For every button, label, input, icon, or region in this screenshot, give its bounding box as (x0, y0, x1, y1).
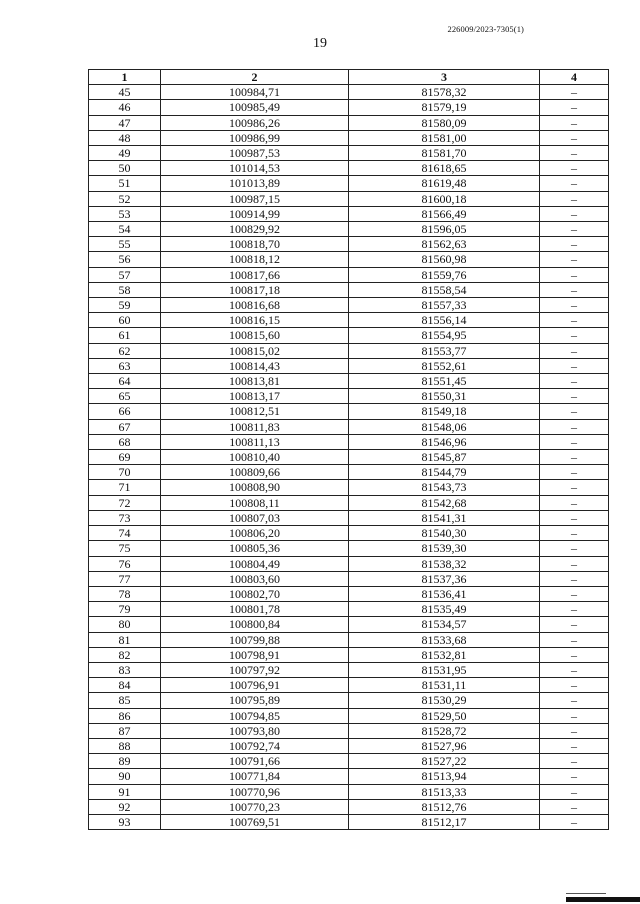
table-row (89, 754, 609, 769)
y-coordinate-cell: 81542,68 (349, 495, 540, 510)
point-number-cell: 85 (89, 693, 161, 708)
x-coordinate-cell: 100803,60 (161, 571, 349, 586)
table-row (89, 678, 609, 693)
point-number-cell: 47 (89, 115, 161, 130)
table-row (89, 617, 609, 632)
x-coordinate-cell: 100817,66 (161, 267, 349, 282)
note-cell: – (540, 176, 609, 191)
x-coordinate-cell: 100818,70 (161, 237, 349, 252)
x-coordinate-cell: 100805,36 (161, 541, 349, 556)
note-cell: – (540, 161, 609, 176)
point-number-cell: 69 (89, 450, 161, 465)
point-number-cell: 65 (89, 389, 161, 404)
table-row (89, 434, 609, 449)
table-row (89, 571, 609, 586)
note-cell: – (540, 358, 609, 373)
y-coordinate-cell: 81541,31 (349, 510, 540, 525)
table-row (89, 237, 609, 252)
note-cell: – (540, 814, 609, 829)
x-coordinate-cell: 100791,66 (161, 754, 349, 769)
point-number-cell: 57 (89, 267, 161, 282)
note-cell: – (540, 389, 609, 404)
note-cell: – (540, 130, 609, 145)
point-number-cell: 54 (89, 222, 161, 237)
y-coordinate-cell: 81553,77 (349, 343, 540, 358)
table-row (89, 267, 609, 282)
table-row (89, 738, 609, 753)
coordinates-table (88, 69, 609, 830)
y-coordinate-cell: 81548,06 (349, 419, 540, 434)
y-coordinate-cell: 81533,68 (349, 632, 540, 647)
x-coordinate-cell: 100985,49 (161, 100, 349, 115)
table-row (89, 115, 609, 130)
point-number-cell: 46 (89, 100, 161, 115)
note-cell: – (540, 769, 609, 784)
table-row (89, 510, 609, 525)
x-coordinate-cell: 100986,99 (161, 130, 349, 145)
note-cell: – (540, 723, 609, 738)
table-row (89, 298, 609, 313)
note-cell: – (540, 115, 609, 130)
table-row (89, 586, 609, 601)
note-cell: – (540, 450, 609, 465)
table-row (89, 647, 609, 662)
x-coordinate-cell: 100815,60 (161, 328, 349, 343)
x-coordinate-cell: 100771,84 (161, 769, 349, 784)
y-coordinate-cell: 81619,48 (349, 176, 540, 191)
table-row (89, 343, 609, 358)
table-row (89, 191, 609, 206)
point-number-cell: 86 (89, 708, 161, 723)
x-coordinate-cell: 100814,43 (161, 358, 349, 373)
table-row (89, 100, 609, 115)
y-coordinate-cell: 81554,95 (349, 328, 540, 343)
y-coordinate-cell: 81566,49 (349, 206, 540, 221)
note-cell: – (540, 708, 609, 723)
table-row (89, 176, 609, 191)
x-coordinate-cell: 100801,78 (161, 602, 349, 617)
point-number-cell: 78 (89, 586, 161, 601)
table-row (89, 389, 609, 404)
point-number-cell: 89 (89, 754, 161, 769)
y-coordinate-cell: 81618,65 (349, 161, 540, 176)
y-coordinate-cell: 81538,32 (349, 556, 540, 571)
table-row (89, 146, 609, 161)
point-number-cell: 60 (89, 313, 161, 328)
note-cell: – (540, 495, 609, 510)
y-coordinate-cell: 81546,96 (349, 434, 540, 449)
x-coordinate-cell: 100769,51 (161, 814, 349, 829)
table-row (89, 541, 609, 556)
note-cell: – (540, 617, 609, 632)
table-row (89, 769, 609, 784)
y-coordinate-cell: 81536,41 (349, 586, 540, 601)
point-number-cell: 68 (89, 434, 161, 449)
x-coordinate-cell: 100808,90 (161, 480, 349, 495)
note-cell: – (540, 313, 609, 328)
note-cell: – (540, 571, 609, 586)
x-coordinate-cell: 100798,91 (161, 647, 349, 662)
point-number-cell: 79 (89, 602, 161, 617)
x-coordinate-cell: 100815,02 (161, 343, 349, 358)
x-coordinate-cell: 100797,92 (161, 662, 349, 677)
x-coordinate-cell: 100813,81 (161, 374, 349, 389)
x-coordinate-cell: 100799,88 (161, 632, 349, 647)
point-number-cell: 62 (89, 343, 161, 358)
note-cell: – (540, 191, 609, 206)
y-coordinate-cell: 81600,18 (349, 191, 540, 206)
y-coordinate-cell: 81528,72 (349, 723, 540, 738)
table-row (89, 465, 609, 480)
x-coordinate-cell: 100818,12 (161, 252, 349, 267)
point-number-cell: 63 (89, 358, 161, 373)
y-coordinate-cell: 81556,14 (349, 313, 540, 328)
y-coordinate-cell: 81578,32 (349, 85, 540, 100)
point-number-cell: 50 (89, 161, 161, 176)
note-cell: – (540, 754, 609, 769)
table-row (89, 222, 609, 237)
column-header-4: 4 (540, 70, 609, 85)
table-row (89, 602, 609, 617)
table-row (89, 419, 609, 434)
x-coordinate-cell: 100816,68 (161, 298, 349, 313)
x-coordinate-cell: 100806,20 (161, 526, 349, 541)
table-row (89, 313, 609, 328)
note-cell: – (540, 146, 609, 161)
point-number-cell: 52 (89, 191, 161, 206)
x-coordinate-cell: 101013,89 (161, 176, 349, 191)
y-coordinate-cell: 81579,19 (349, 100, 540, 115)
point-number-cell: 90 (89, 769, 161, 784)
point-number-cell: 84 (89, 678, 161, 693)
point-number-cell: 66 (89, 404, 161, 419)
x-coordinate-cell: 100914,99 (161, 206, 349, 221)
table-row (89, 161, 609, 176)
point-number-cell: 45 (89, 85, 161, 100)
x-coordinate-cell: 100812,51 (161, 404, 349, 419)
note-cell: – (540, 252, 609, 267)
y-coordinate-cell: 81557,33 (349, 298, 540, 313)
x-coordinate-cell: 100804,49 (161, 556, 349, 571)
point-number-cell: 56 (89, 252, 161, 267)
point-number-cell: 55 (89, 237, 161, 252)
point-number-cell: 87 (89, 723, 161, 738)
note-cell: – (540, 480, 609, 495)
y-coordinate-cell: 81531,11 (349, 678, 540, 693)
column-header-1: 1 (89, 70, 161, 85)
y-coordinate-cell: 81512,76 (349, 799, 540, 814)
y-coordinate-cell: 81581,70 (349, 146, 540, 161)
y-coordinate-cell: 81550,31 (349, 389, 540, 404)
y-coordinate-cell: 81532,81 (349, 647, 540, 662)
point-number-cell: 53 (89, 206, 161, 221)
point-number-cell: 75 (89, 541, 161, 556)
note-cell: – (540, 602, 609, 617)
note-cell: – (540, 632, 609, 647)
note-cell: – (540, 222, 609, 237)
note-cell: – (540, 647, 609, 662)
y-coordinate-cell: 81580,09 (349, 115, 540, 130)
note-cell: – (540, 298, 609, 313)
y-coordinate-cell: 81558,54 (349, 282, 540, 297)
point-number-cell: 80 (89, 617, 161, 632)
note-cell: – (540, 282, 609, 297)
y-coordinate-cell: 81549,18 (349, 404, 540, 419)
y-coordinate-cell: 81529,50 (349, 708, 540, 723)
x-coordinate-cell: 100810,40 (161, 450, 349, 465)
table-row (89, 130, 609, 145)
point-number-cell: 64 (89, 374, 161, 389)
footer-rule (566, 893, 606, 894)
table-row (89, 708, 609, 723)
point-number-cell: 70 (89, 465, 161, 480)
point-number-cell: 93 (89, 814, 161, 829)
note-cell: – (540, 510, 609, 525)
note-cell: – (540, 465, 609, 480)
x-coordinate-cell: 100809,66 (161, 465, 349, 480)
table-row (89, 480, 609, 495)
table-row (89, 252, 609, 267)
y-coordinate-cell: 81596,05 (349, 222, 540, 237)
y-coordinate-cell: 81512,17 (349, 814, 540, 829)
x-coordinate-cell: 100987,53 (161, 146, 349, 161)
y-coordinate-cell: 81581,00 (349, 130, 540, 145)
table-header-row (89, 70, 609, 85)
x-coordinate-cell: 100987,15 (161, 191, 349, 206)
point-number-cell: 82 (89, 647, 161, 662)
table-row (89, 693, 609, 708)
y-coordinate-cell: 81560,98 (349, 252, 540, 267)
x-coordinate-cell: 100813,17 (161, 389, 349, 404)
y-coordinate-cell: 81544,79 (349, 465, 540, 480)
note-cell: – (540, 434, 609, 449)
y-coordinate-cell: 81513,94 (349, 769, 540, 784)
note-cell: – (540, 662, 609, 677)
x-coordinate-cell: 100811,83 (161, 419, 349, 434)
x-coordinate-cell: 100770,23 (161, 799, 349, 814)
point-number-cell: 88 (89, 738, 161, 753)
note-cell: – (540, 693, 609, 708)
note-cell: – (540, 784, 609, 799)
note-cell: – (540, 404, 609, 419)
point-number-cell: 73 (89, 510, 161, 525)
point-number-cell: 61 (89, 328, 161, 343)
table-row (89, 358, 609, 373)
y-coordinate-cell: 81551,45 (349, 374, 540, 389)
note-cell: – (540, 419, 609, 434)
x-coordinate-cell: 100792,74 (161, 738, 349, 753)
x-coordinate-cell: 100829,92 (161, 222, 349, 237)
note-cell: – (540, 85, 609, 100)
table-row (89, 404, 609, 419)
x-coordinate-cell: 101014,53 (161, 161, 349, 176)
table-row (89, 814, 609, 829)
note-cell: – (540, 343, 609, 358)
table-row (89, 374, 609, 389)
point-number-cell: 49 (89, 146, 161, 161)
table-row (89, 495, 609, 510)
note-cell: – (540, 586, 609, 601)
point-number-cell: 71 (89, 480, 161, 495)
point-number-cell: 59 (89, 298, 161, 313)
table-row (89, 556, 609, 571)
x-coordinate-cell: 100808,11 (161, 495, 349, 510)
y-coordinate-cell: 81513,33 (349, 784, 540, 799)
table-row (89, 328, 609, 343)
table-row (89, 526, 609, 541)
table-body (89, 85, 609, 830)
note-cell: – (540, 678, 609, 693)
note-cell: – (540, 100, 609, 115)
x-coordinate-cell: 100793,80 (161, 723, 349, 738)
table-row (89, 799, 609, 814)
y-coordinate-cell: 81535,49 (349, 602, 540, 617)
y-coordinate-cell: 81534,57 (349, 617, 540, 632)
table-row (89, 723, 609, 738)
x-coordinate-cell: 100800,84 (161, 617, 349, 632)
note-cell: – (540, 374, 609, 389)
x-coordinate-cell: 100770,96 (161, 784, 349, 799)
y-coordinate-cell: 81559,76 (349, 267, 540, 282)
y-coordinate-cell: 81540,30 (349, 526, 540, 541)
point-number-cell: 83 (89, 662, 161, 677)
footer-mark (566, 897, 640, 902)
point-number-cell: 81 (89, 632, 161, 647)
y-coordinate-cell: 81545,87 (349, 450, 540, 465)
x-coordinate-cell: 100796,91 (161, 678, 349, 693)
x-coordinate-cell: 100807,03 (161, 510, 349, 525)
x-coordinate-cell: 100802,70 (161, 586, 349, 601)
column-header-3: 3 (349, 70, 540, 85)
note-cell: – (540, 556, 609, 571)
x-coordinate-cell: 100816,15 (161, 313, 349, 328)
x-coordinate-cell: 100817,18 (161, 282, 349, 297)
y-coordinate-cell: 81552,61 (349, 358, 540, 373)
x-coordinate-cell: 100986,26 (161, 115, 349, 130)
point-number-cell: 72 (89, 495, 161, 510)
table-row (89, 784, 609, 799)
point-number-cell: 51 (89, 176, 161, 191)
note-cell: – (540, 328, 609, 343)
note-cell: – (540, 799, 609, 814)
y-coordinate-cell: 81537,36 (349, 571, 540, 586)
y-coordinate-cell: 81527,96 (349, 738, 540, 753)
y-coordinate-cell: 81531,95 (349, 662, 540, 677)
table-row (89, 206, 609, 221)
point-number-cell: 67 (89, 419, 161, 434)
column-header-2: 2 (161, 70, 349, 85)
document-id: 226009/2023-7305(1) (447, 24, 524, 34)
y-coordinate-cell: 81562,63 (349, 237, 540, 252)
point-number-cell: 76 (89, 556, 161, 571)
table-row (89, 282, 609, 297)
point-number-cell: 91 (89, 784, 161, 799)
point-number-cell: 77 (89, 571, 161, 586)
x-coordinate-cell: 100811,13 (161, 434, 349, 449)
point-number-cell: 74 (89, 526, 161, 541)
note-cell: – (540, 206, 609, 221)
table-row (89, 450, 609, 465)
note-cell: – (540, 738, 609, 753)
point-number-cell: 48 (89, 130, 161, 145)
note-cell: – (540, 541, 609, 556)
x-coordinate-cell: 100795,89 (161, 693, 349, 708)
y-coordinate-cell: 81539,30 (349, 541, 540, 556)
x-coordinate-cell: 100984,71 (161, 85, 349, 100)
page-number: 19 (313, 36, 327, 51)
table-row (89, 85, 609, 100)
y-coordinate-cell: 81530,29 (349, 693, 540, 708)
note-cell: – (540, 267, 609, 282)
point-number-cell: 92 (89, 799, 161, 814)
table-row (89, 662, 609, 677)
note-cell: – (540, 237, 609, 252)
table-row (89, 632, 609, 647)
point-number-cell: 58 (89, 282, 161, 297)
x-coordinate-cell: 100794,85 (161, 708, 349, 723)
note-cell: – (540, 526, 609, 541)
y-coordinate-cell: 81527,22 (349, 754, 540, 769)
y-coordinate-cell: 81543,73 (349, 480, 540, 495)
